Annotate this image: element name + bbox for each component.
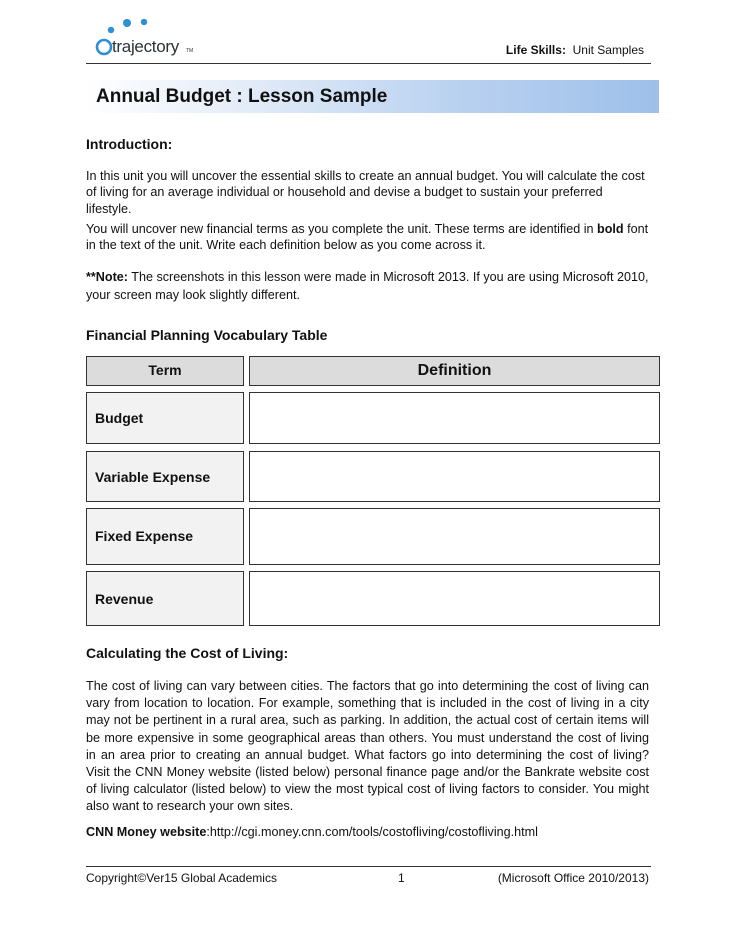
trajectory-logo — [94, 18, 204, 58]
vocab-heading: Financial Planning Vocabulary Table — [86, 327, 328, 343]
footer-copyright: Copyright©Ver15 Global Academics — [86, 871, 277, 885]
cost-paragraph: The cost of living can vary between cities. The factors that go into determining the cost of living can vary from location to location. For example, something that is included in the cost of living in a city may not be pertinent in a rural area, such as parking. In addition, the actual cost of certain items will be more expensive in some geographical areas than others. You must understand the cost of living in an area prior to creating an annual budget. What factors go into determining the cost of living? Visit the CNN Money website (listed below) personal finance page and/or the Bankrate website cost of living calculator (listed below) to view the most typical cost of living factors to consider. You might also want to research your own sites. — [86, 679, 649, 814]
footer-page-number: 1 — [398, 871, 405, 885]
vocab-header-term-label: Term — [148, 362, 182, 378]
intro-p2-start: You will uncover new financial terms as you complete the unit. These terms are identified in — [86, 222, 598, 236]
vocab-term: Variable Expense — [95, 469, 211, 485]
intro-p2-bold: bold — [597, 222, 624, 236]
vocab-definition-field[interactable] — [249, 392, 660, 444]
cnn-link-label: CNN Money website — [86, 825, 207, 839]
course-label: Life Skills: — [505, 43, 566, 57]
vocab-header-definition-label: Definition — [417, 362, 492, 379]
header-divider — [86, 63, 651, 64]
note-label: **Note: — [86, 270, 128, 284]
vocab-header-definition — [249, 356, 660, 386]
intro-heading: Introduction: — [86, 136, 173, 152]
cost-heading: Calculating the Cost of Living: — [86, 645, 289, 661]
vocab-term: Fixed Expense — [95, 528, 194, 544]
vocab-definition-field[interactable] — [249, 508, 660, 565]
footer-divider — [86, 866, 651, 867]
note-text: The screenshots in this lesson were made in Microsoft 2013. If you are using Microsoft 2010, your screen may look slightly different. — [86, 270, 649, 302]
vocab-term-cell — [86, 451, 244, 502]
footer-office-version: (Microsoft Office 2010/2013) — [497, 871, 649, 885]
intro-paragraph-1: In this unit you will uncover the essential skills to create an annual budget. You will calculate the cost of living for an average individual or household and devise a budget to sustain your preferred lifestyle. — [86, 169, 645, 216]
header-course — [506, 43, 644, 57]
page-title: Annual Budget : Lesson Sample — [96, 86, 388, 107]
logo-ring-icon — [95, 38, 113, 56]
vocab-term: Budget — [95, 410, 144, 426]
course-value: Unit Samples — [572, 43, 644, 57]
intro-p2-end: font in the text of the unit. Write each definition below as you come across it. — [86, 222, 649, 253]
intro-paragraph-2 — [86, 221, 649, 254]
vocab-header-term — [86, 356, 244, 386]
vocab-term-cell — [86, 508, 244, 565]
vocab-term: Revenue — [95, 591, 154, 607]
intro-note — [86, 268, 649, 304]
cnn-link-line — [86, 824, 649, 840]
logo-trademark: TM — [186, 48, 194, 54]
cnn-link-url[interactable]: :http://cgi.money.cnn.com/tools/costofliving/costofliving.html — [206, 825, 538, 839]
vocab-definition-field[interactable] — [249, 571, 660, 626]
title-bar — [86, 80, 659, 113]
vocab-definition-field[interactable] — [249, 451, 660, 502]
vocab-term-cell — [86, 571, 244, 626]
logo-text: trajectory — [112, 37, 179, 56]
vocab-term-cell — [86, 392, 244, 444]
